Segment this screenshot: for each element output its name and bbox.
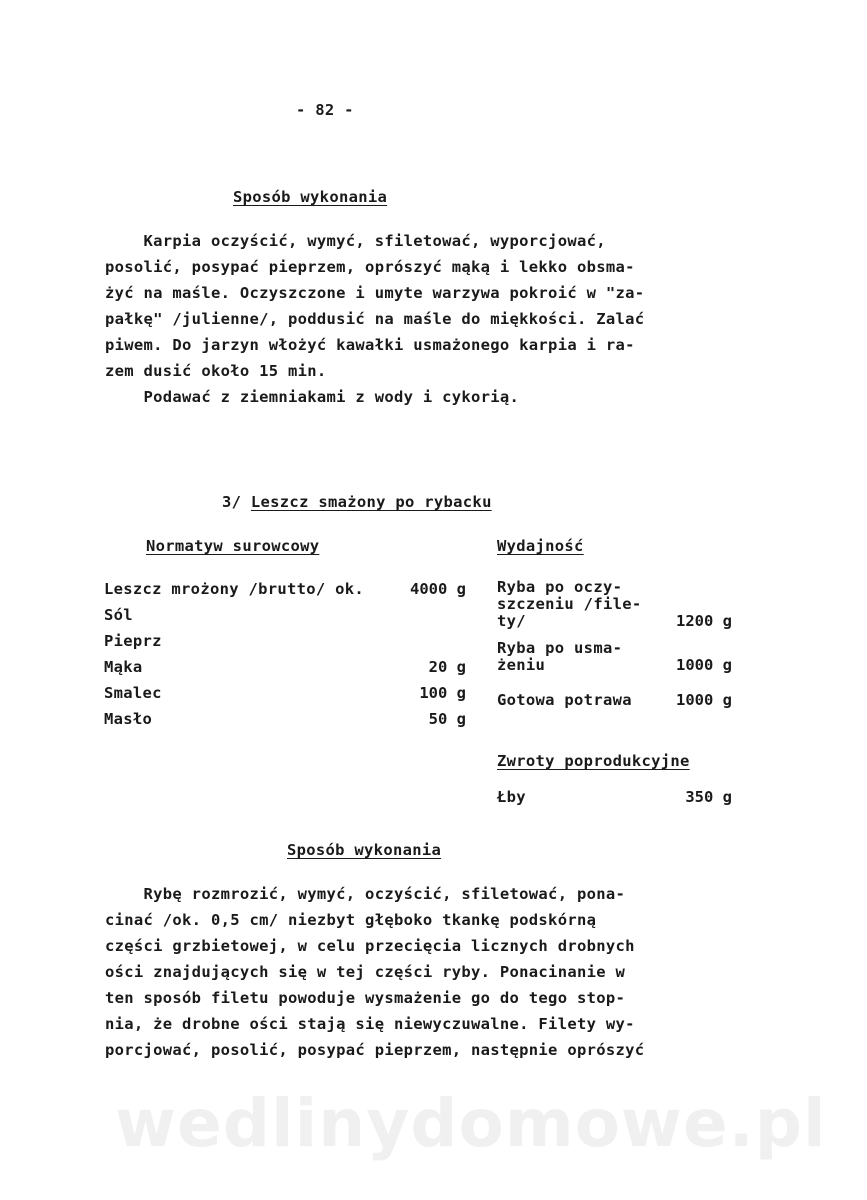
page-number: - 82 - [296, 101, 354, 119]
text-line: pałkę" /julienne/, poddusić na maśle do miękkości. Zalać [105, 310, 645, 328]
yield-amount: 1000 g [676, 691, 732, 709]
recipe-title-text: Leszcz smażony po rybacku [250, 493, 492, 511]
yield-amount: 1200 g [676, 612, 732, 630]
ingredient-name: Mąka [104, 658, 143, 676]
text-line: ten sposób filetu powoduje wysmażenie go do tego stop- [105, 989, 626, 1007]
text-line: piwem. Do jarzyn włożyć kawałki usmażonego karpia i ra- [105, 336, 635, 354]
text-line: nia, że drobne ości stają się niewyczuwalne. Filety wy- [105, 1015, 635, 1033]
return-amount: 350 g [685, 788, 732, 806]
yield-name: Gotowa potrawa [497, 691, 632, 709]
ingredient-name: Masło [104, 710, 153, 728]
ingredient-name: Pieprz [104, 632, 162, 650]
recipe-title [222, 493, 492, 511]
yield-name: szczeniu /file- [497, 595, 642, 613]
yield-amount: 1000 g [676, 656, 732, 674]
ingredient-amount: 100 g [419, 684, 466, 702]
text-line: porcjować, posolić, posypać pieprzem, następnie oprószyć [105, 1041, 645, 1059]
recipe-number: 3/ [222, 493, 251, 511]
yield-name: ty/ [497, 612, 526, 630]
zwroty-heading: Zwroty poprodukcyjne [497, 752, 690, 770]
text-line: zem dusić około 15 min. [105, 362, 327, 380]
yield-name: żeniu [497, 656, 546, 674]
normatyw-heading: Normatyw surowcowy [146, 537, 320, 555]
return-name: Łby [497, 788, 526, 806]
section-heading-method-1: Sposób wykonania [233, 188, 388, 206]
ingredient-amount: 50 g [428, 710, 466, 728]
text-line: Rybę rozmrozić, wymyć, oczyścić, sfiletować, pona- [105, 885, 626, 903]
text-line: ości znajdujących się w tej części ryby. Ponacinanie w [105, 963, 626, 981]
ingredient-amount: 4000 g [410, 580, 466, 598]
yield-name: Ryba po usma- [497, 639, 623, 657]
text-line: żyć na maśle. Oczyszczone i umyte warzywa pokroić w "za- [105, 284, 645, 302]
watermark: wedlinydomowe.pl [115, 1085, 827, 1162]
ingredient-amount: 20 g [428, 658, 466, 676]
yield-name: Ryba po oczy- [497, 578, 623, 596]
ingredient-name: Smalec [104, 684, 162, 702]
text-line: posolić, posypać pieprzem, oprószyć mąką i lekko obsma- [105, 258, 635, 276]
section-heading-method-2: Sposób wykonania [287, 841, 442, 859]
text-line: cinać /ok. 0,5 cm/ niezbyt głęboko tkankę podskórną [105, 911, 597, 929]
ingredient-name: Sól [104, 606, 133, 624]
wydajnosc-heading: Wydajność [497, 537, 584, 555]
text-line: Podawać z ziemniakami z wody i cykorią. [105, 388, 520, 406]
ingredient-name: Leszcz mrożony /brutto/ ok. [104, 580, 365, 598]
text-line: Karpia oczyścić, wymyć, sfiletować, wyporcjować, [105, 232, 606, 250]
text-line: części grzbietowej, w celu przecięcia licznych drobnych [105, 937, 635, 955]
